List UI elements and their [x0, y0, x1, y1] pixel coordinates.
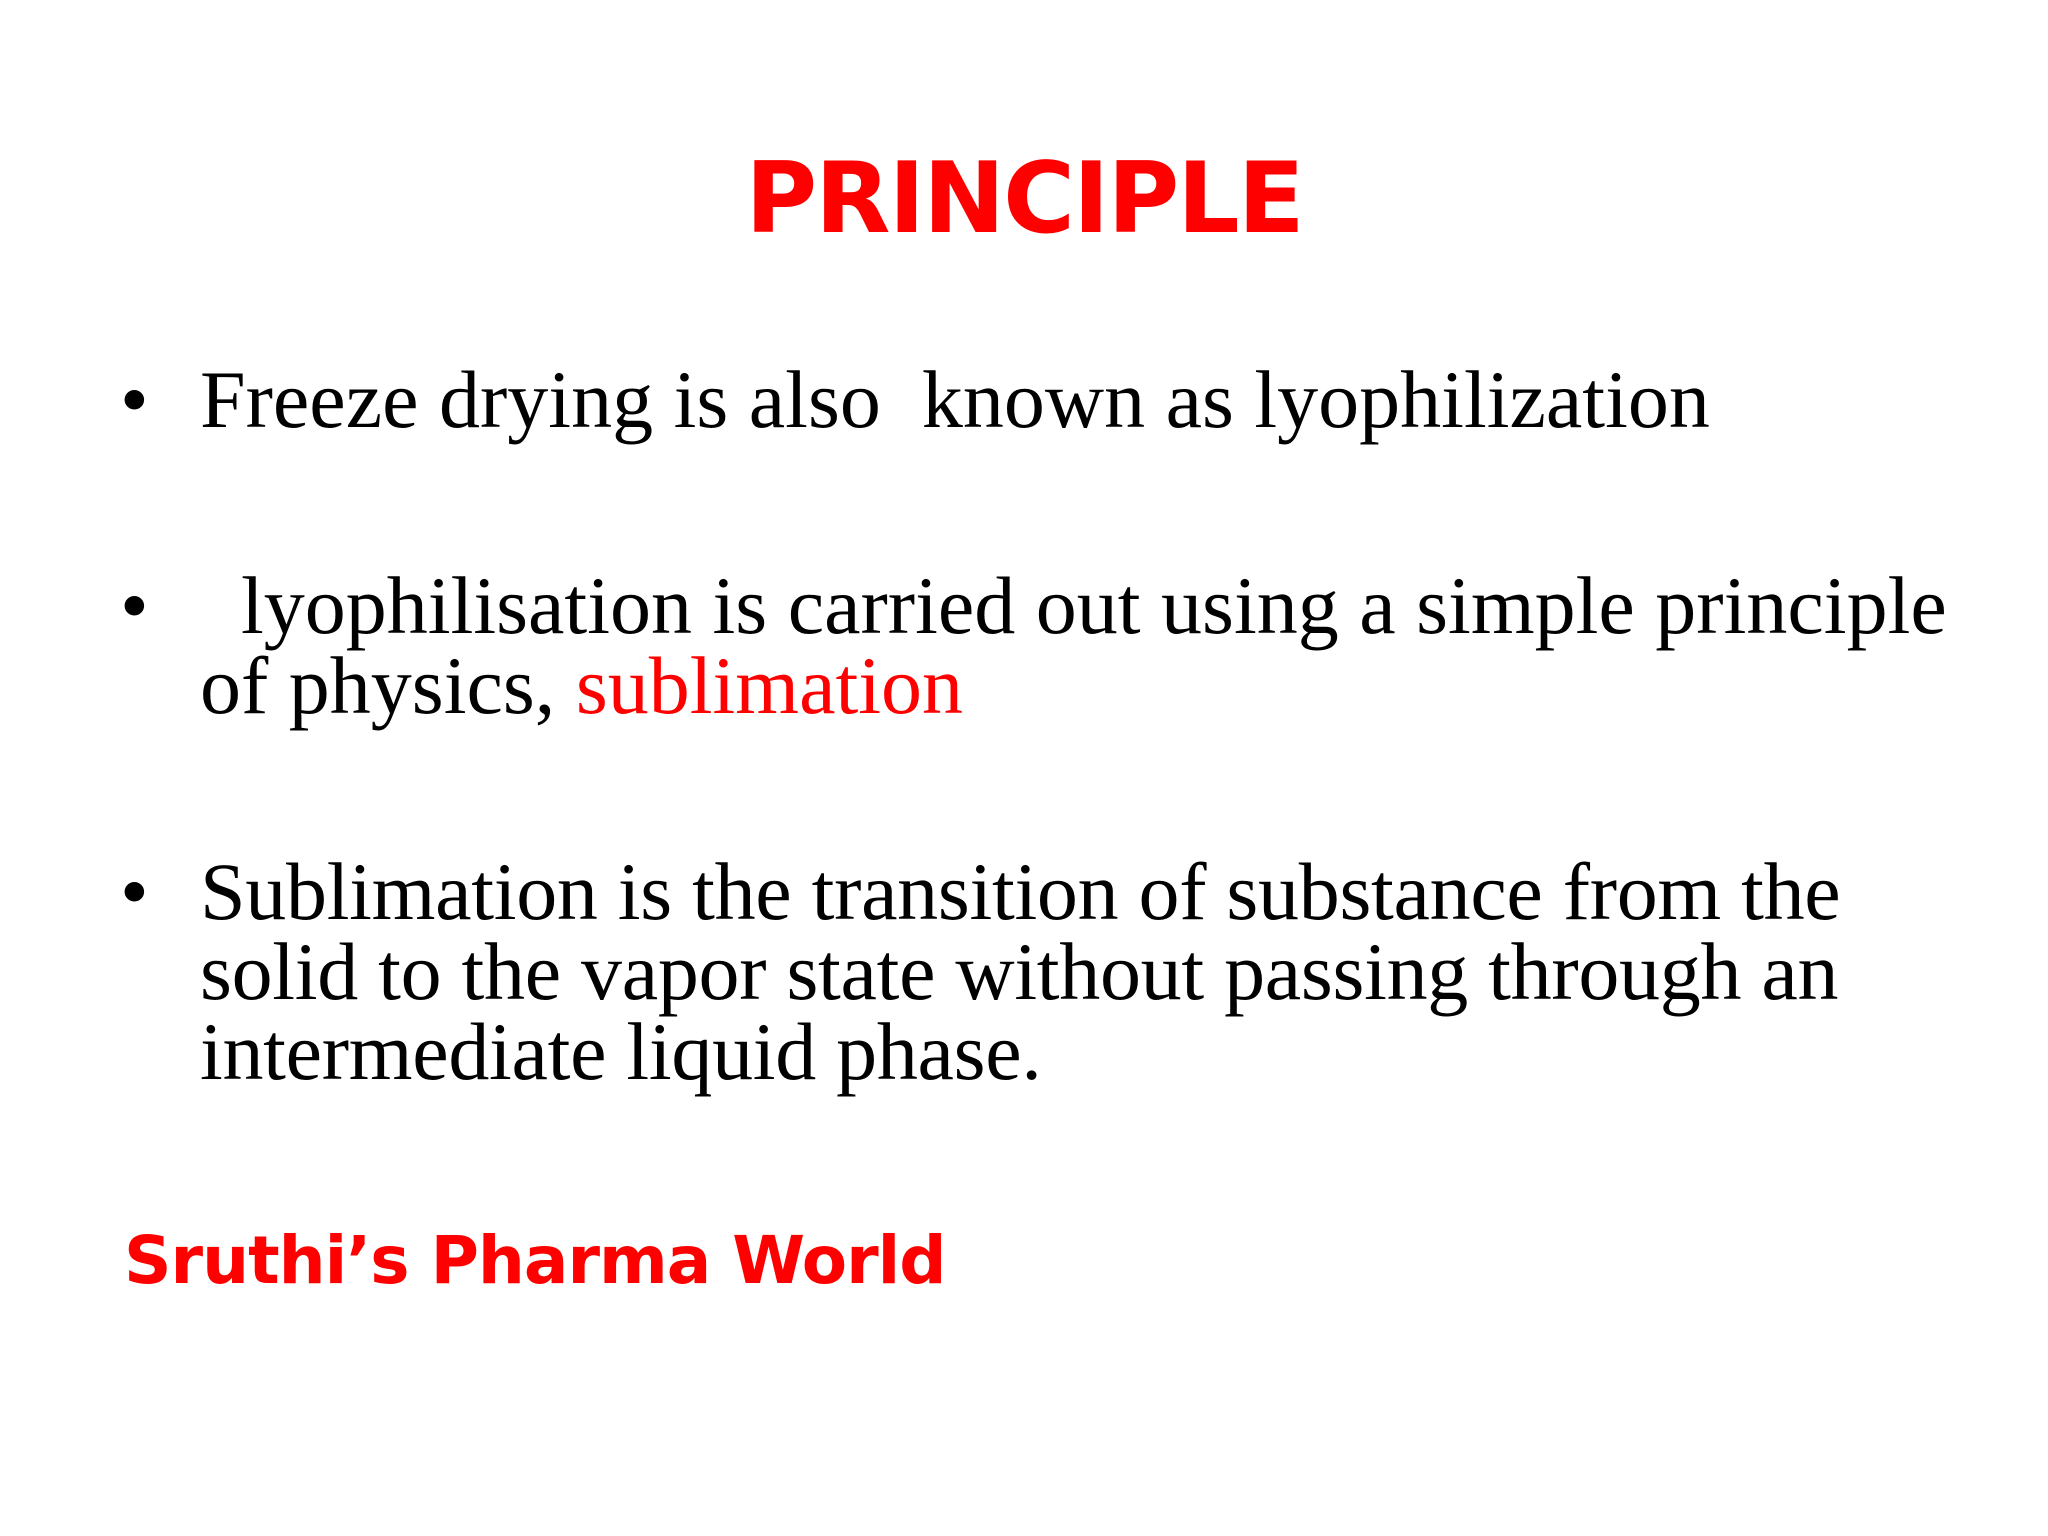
bullet-text: lyophilisation is carried out using a simple principle of physics,	[200, 560, 1968, 731]
bullet-text: Freeze drying is also known as lyophilization	[200, 354, 1710, 445]
bullet-text: Sublimation is the transition of substance from the solid to the vapor state without passing through an intermediate liquid phase.	[200, 846, 1861, 1097]
bullet-dot-icon: •	[120, 354, 149, 445]
bullet-dot-icon: •	[120, 560, 149, 651]
brand-label: Sruthi’s Pharma World	[124, 1222, 946, 1299]
bullet-item-2	[120, 560, 2000, 731]
bullet-dot-icon: •	[120, 846, 149, 937]
bullet-item-3	[120, 846, 2000, 1097]
bullet-list	[120, 354, 2000, 1097]
slide-title: PRINCIPLE	[745, 142, 1303, 256]
bullet-item-1	[120, 354, 2000, 445]
highlight-term: sublimation	[575, 640, 964, 731]
